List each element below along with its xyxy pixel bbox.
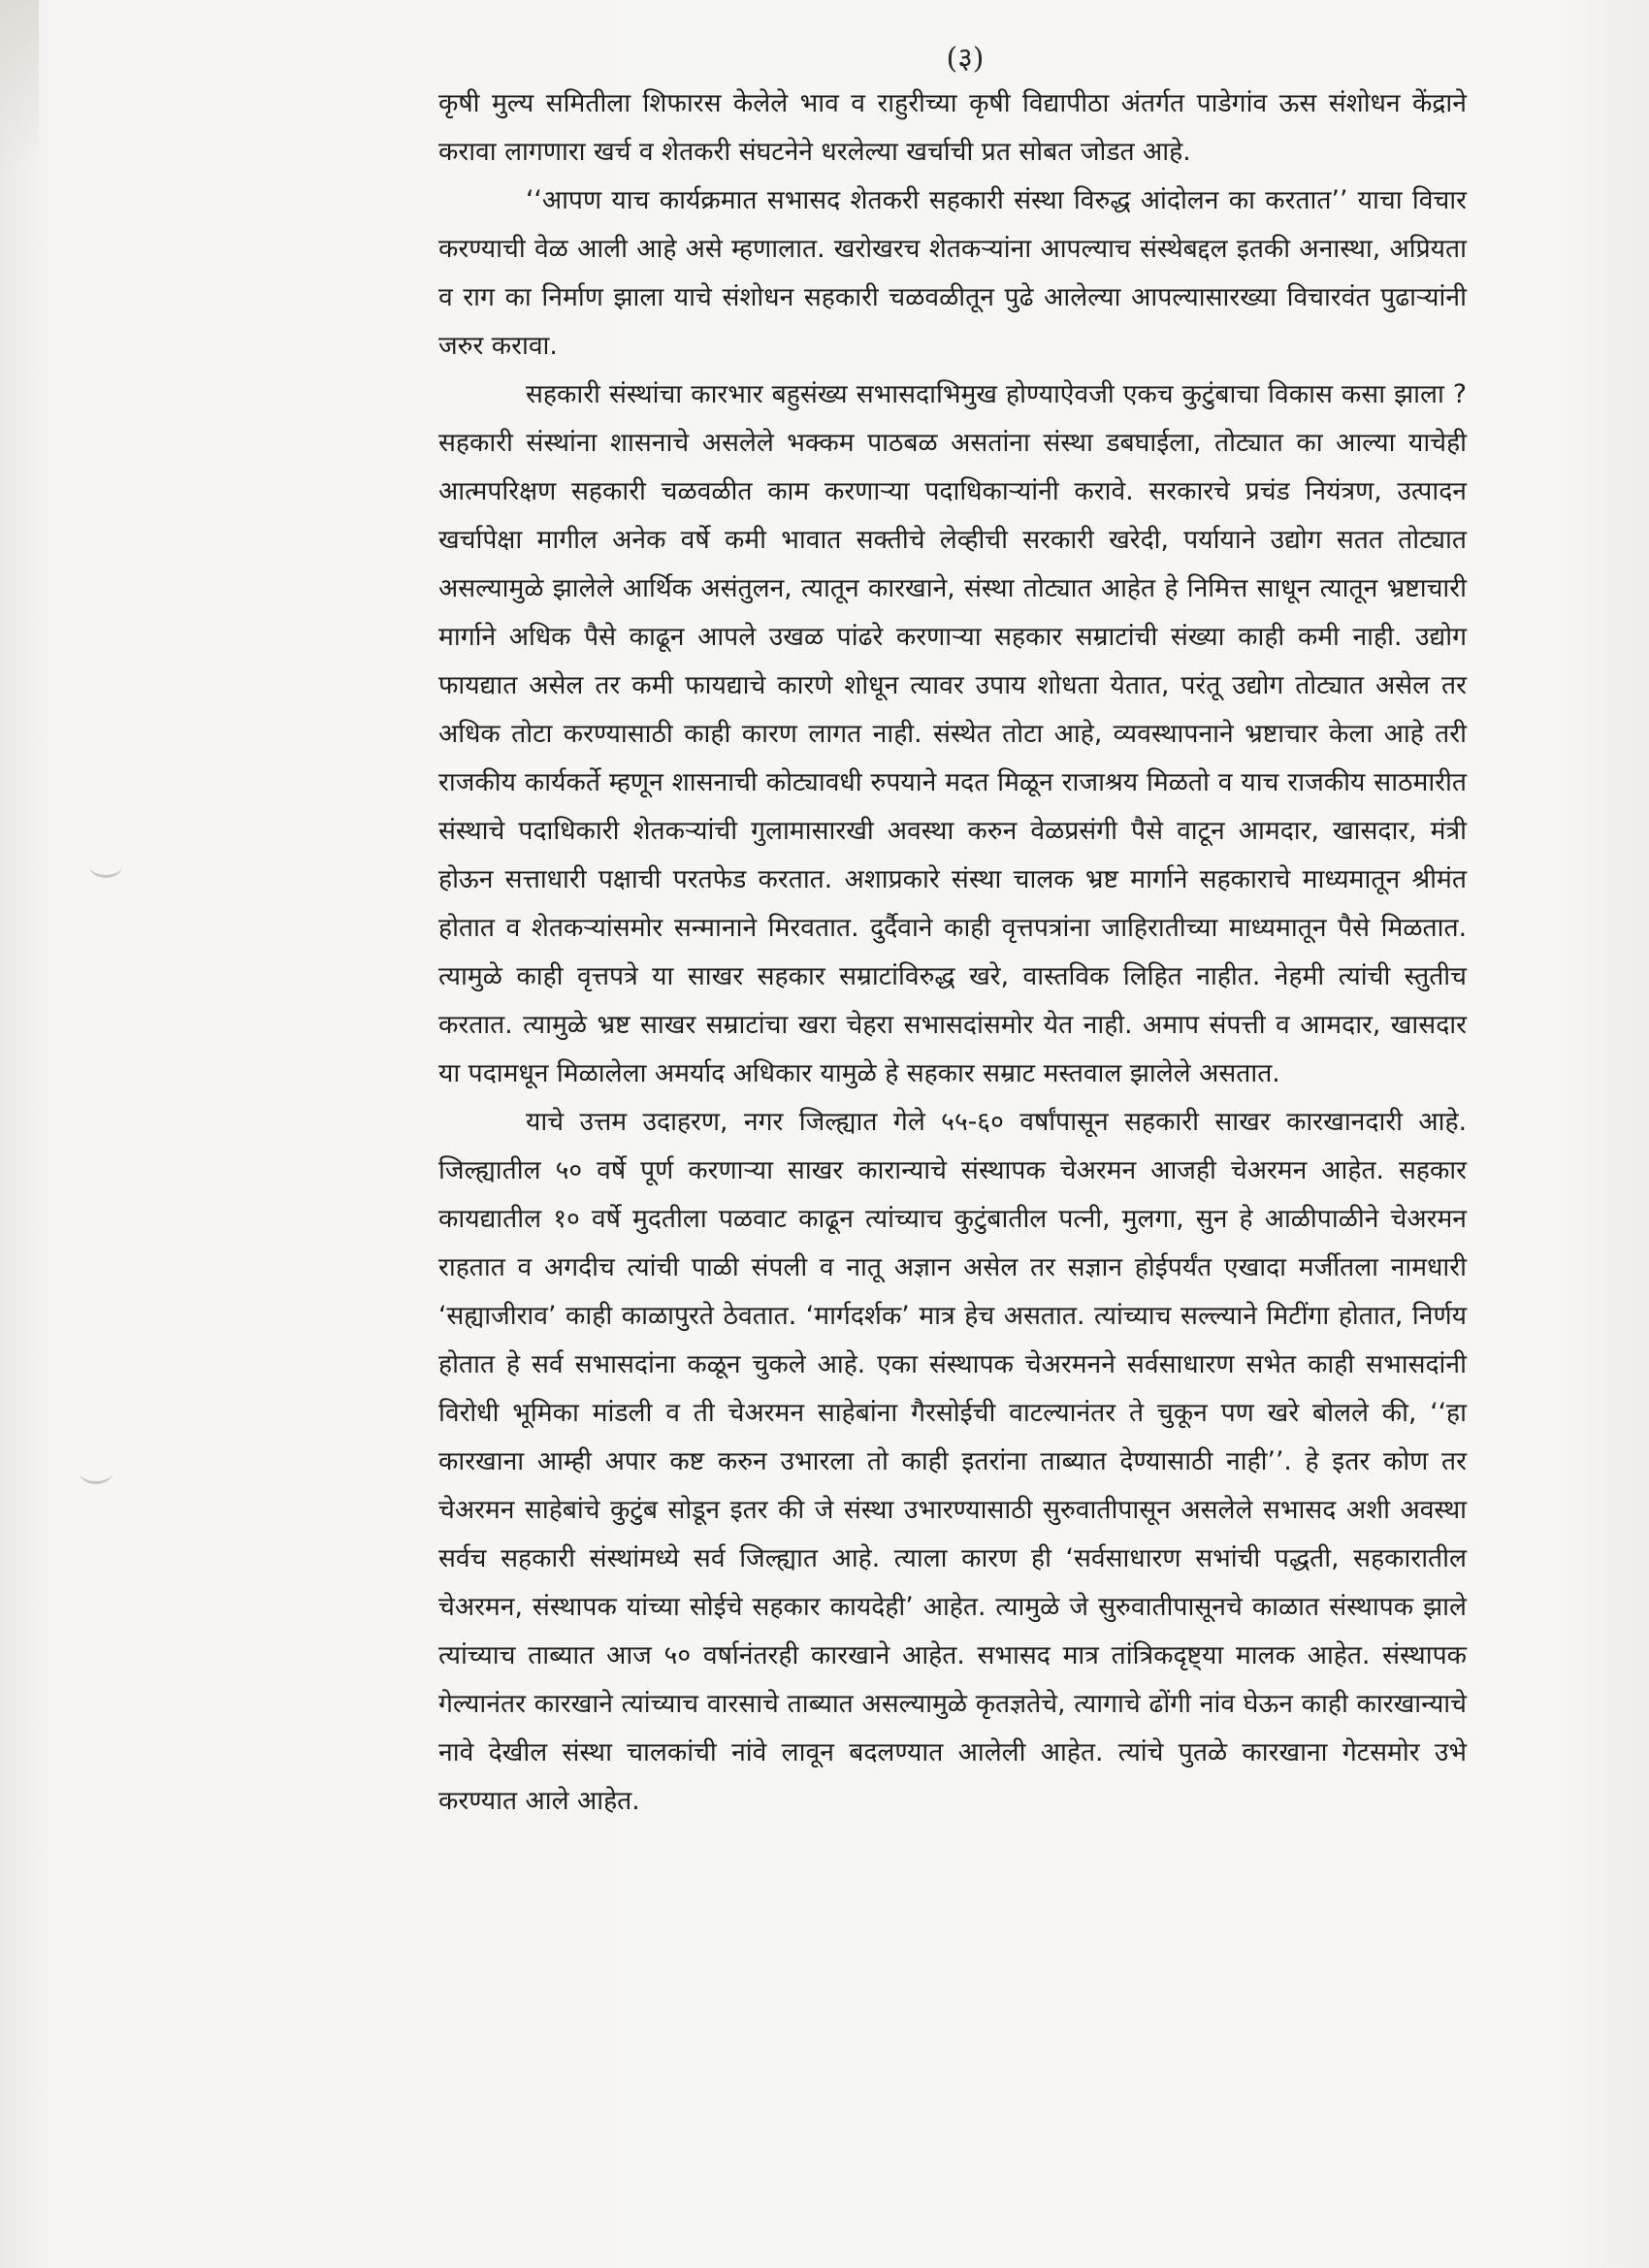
page-number: (३) [946,42,985,76]
paragraph-2: ‘‘आपण याच कार्यक्रमात सभासद शेतकरी सहकारी संस्था विरुद्ध आंदोलन का करतात’’ याचा विचार करण्याची वेळ आली आहे असे म्हणालात. खरोखरच शेतकऱ्यांना आपल्याच संस्थेबद्दल इतकी अनास्था, अप्रियता व राग का निर्माण झाला याचे संशोधन सहकारी चळवळीतून पुढे आलेल्या आपल्यासारख्या विचारवंत पुढाऱ्यांनी जरुर करावा. [438,185,1467,361]
paragraph-4: याचे उत्तम उदाहरण, नगर जिल्ह्यात गेले ५५-६० वर्षांपासून सहकारी साखर कारखानदारी आहे. जिल्ह्यातील ५० वर्षे पूर्ण करणाऱ्या साखर कारान्याचे संस्थापक चेअरमन आजही चेअरमन आहेत. सहकार कायद्यातील १० वर्षे मुदतीला पळवाट काढून त्यांच्याच कुटुंबातील पत्नी, मुलगा, सुन हे आळीपाळीने चेअरमन राहतात व अगदीच त्यांची पाळी संपली व नातू अज्ञान असेल तर सज्ञान होईपर्यंत एखादा मर्जीतला नामधारी ‘सह्याजीराव’ काही काळापुरते ठेवतात. ‘मार्गदर्शक’ मात्र हेच असतात. त्यांच्याच सल्ल्याने मिटींगा होतात, निर्णय होतात हे सर्व सभासदांना कळून चुकले आहे. एका संस्थापक चेअरमनने सर्वसाधारण सभेत काही सभासदांनी विरोधी भूमिका मांडली व ती चेअरमन साहेबांना गैरसोईची वाटल्यानंतर ते चुकून पण खरे बोलले की, ‘‘हा कारखाना आम्ही अपार कष्ट करुन उभारला तो काही इतरांना ताब्यात देण्यासाठी नाही’’. हे इतर कोण तर चेअरमन साहेबांचे कुटुंब सोडून इतर की जे संस्था उभारण्यासाठी सुरुवातीपासून असलेले सभासद अशी अवस्था सर्वच सहकारी संस्थांमध्ये सर्व जिल्ह्यात आहे. त्याला कारण ही ‘सर्वसाधारण सभांची पद्धती, सहकारातील चेअरमन, संस्थापक यांच्या सोईचे सहकार कायदेही’ आहेत. त्यामुळे जे सुरुवातीपासूनचे काळात संस्थापक झाले त्यांच्याच ताब्यात आज ५० वर्षानंतरही कारखाने आहेत. सभासद मात्र तांत्रिकदृष्ट्या मालक आहेत. संस्थापक गेल्यानंतर कारखाने त्यांच्याच वारसाचे ताब्यात असल्यामुळे कृतज्ञतेचे, त्यागाचे ढोंगी नांव घेऊन काही कारखान्याचे नावे देखील संस्था चालकांची नांवे लावून बदलण्यात आलेली आहेत. त्यांचे पुतळे कारखाना गेटसमोर उभे करण्यात आले आहेत. [438,1107,1467,1816]
paragraph-1: कृषी मुल्य समितीला शिफारस केलेले भाव व राहुरीच्या कृषी विद्यापीठा अंतर्गत पाडेगांव ऊस संशोधन केंद्राने करावा लागणारा खर्च व शेतकरी संघटनेने धरलेल्या खर्चाची प्रत सोबत जोडत आहे. [438,88,1467,167]
paragraph-3: सहकारी संस्थांचा कारभार बहुसंख्य सभासदाभिमुख होण्याऐवजी एकच कुटुंबाचा विकास कसा झाला ? सहकारी संस्थांना शासनाचे असलेले भक्कम पाठबळ असतांना संस्था डबघाईला, तोट्यात का आल्या याचेही आत्मपरिक्षण सहकारी चळवळीत काम करणाऱ्या पदाधिकाऱ्यांनी करावे. सरकारचे प्रचंड नियंत्रण, उत्पादन खर्चापेक्षा मागील अनेक वर्षे कमी भावात सक्तीचे लेव्हीची सरकारी खरेदी, पर्यायाने उद्योग सतत तोट्यात असल्यामुळे झालेले आर्थिक असंतुलन, त्यातून कारखाने, संस्था तोट्यात आहेत हे निमित्त साधून त्यातून भ्रष्टाचारी मार्गाने अधिक पैसे काढून आपले उखळ पांढरे करणाऱ्या सहकार सम्राटांची संख्या काही कमी नाही. उद्योग फायद्यात असेल तर कमी फायद्याचे कारणे शोधून त्यावर उपाय शोधता येतात, परंतू उद्योग तोट्यात असेल तर अधिक तोटा करण्यासाठी काही कारण लागत नाही. संस्थेत तोटा आहे, व्यवस्थापनाने भ्रष्टाचार केला आहे तरी राजकीय कार्यकर्ते म्हणून शासनाची कोट्यावधी रुपयाने मदत मिळून राजाश्रय मिळतो व याच राजकीय साठमारीत संस्थाचे पदाधिकारी शेतकऱ्यांची गुलामासारखी अवस्था करुन वेळप्रसंगी पैसे वाटून आमदार, खासदार, मंत्री होऊन सत्ताधारी पक्षाची परतफेड करतात. अशाप्रकारे संस्था चालक भ्रष्ट मार्गाने सहकाराचे माध्यमातून श्रीमंत होतात व शेतकऱ्यांसमोर सन्मानाने मिरवतात. दुर्दैवाने काही वृत्तपत्रांना जाहिरातीच्या माध्यमातून पैसे मिळतात. त्यामुळे काही वृत्तपत्रे या साखर सहकार सम्राटांविरुद्ध खरे, वास्तविक लिहित नाहीत. नेहमी त्यांची स्तुतीच करतात. त्यामुळे भ्रष्ट साखर सम्राटांचा खरा चेहरा सभासदांसमोर येत नाही. अमाप संपत्ती व आमदार, खासदार या पदामधून मिळालेला अमर्याद अधिकार यामुळे हे सहकार सम्राट मस्तवाल झालेले असतात. [438,379,1467,1088]
punch-hole-upper [89,854,122,878]
punch-hole-lower [80,1460,113,1484]
letter-body [438,80,1467,1826]
page-fold-shadow [0,0,39,243]
